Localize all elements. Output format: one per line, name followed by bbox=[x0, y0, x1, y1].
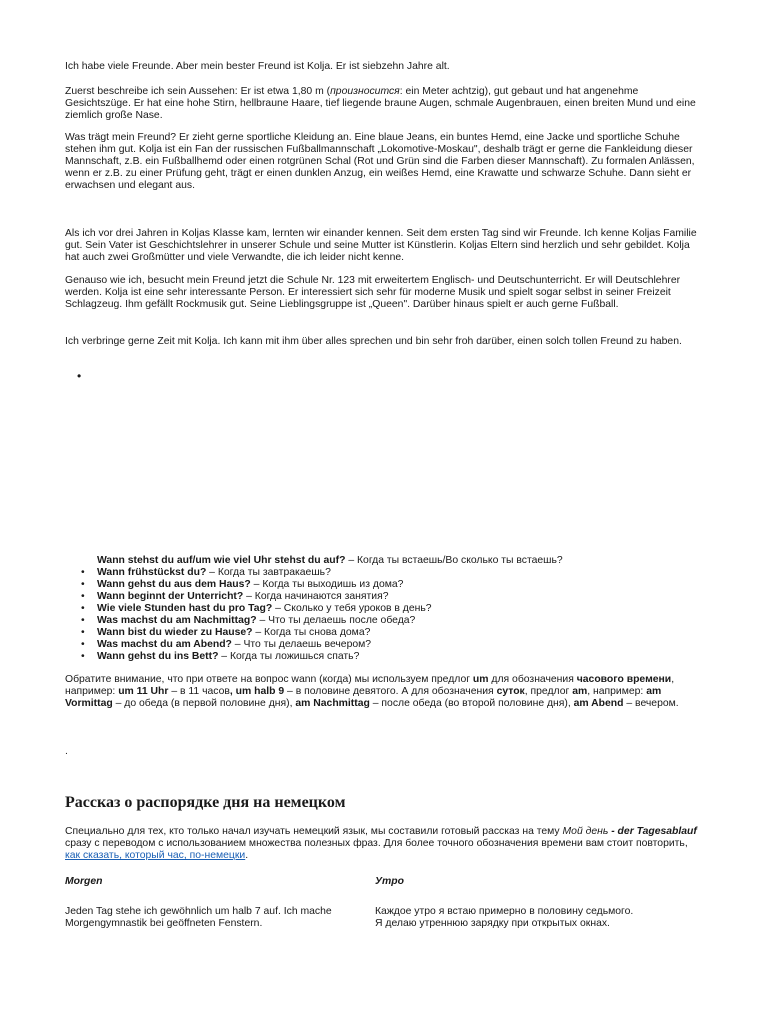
question-item bbox=[81, 591, 741, 603]
paragraph-appearance bbox=[65, 86, 705, 122]
bold-term: am Vormittag bbox=[65, 686, 662, 709]
bold-term: am Abend bbox=[573, 698, 624, 709]
answer-ru: – Когда ты завтракаешь? bbox=[206, 567, 331, 578]
bold-term: am Nachmittag bbox=[295, 698, 370, 709]
question-item bbox=[81, 567, 741, 579]
column-heading-ru: Утро bbox=[375, 876, 404, 887]
text-run: , например: bbox=[65, 674, 675, 697]
question-item bbox=[81, 603, 741, 615]
answer-ru: – Когда ты снова дома? bbox=[252, 627, 371, 638]
translation-line: Каждое утро я встаю примерно в половину седьмого. bbox=[375, 906, 634, 917]
time-link[interactable]: как сказать, который час, по-немецки bbox=[65, 850, 246, 861]
text-run: Zuerst beschreibe ich sein Aussehen: Er ist etwa 1,80 m ( bbox=[65, 86, 331, 97]
grammar-note bbox=[65, 674, 705, 710]
question-item bbox=[81, 555, 741, 567]
question-de: Was machst du am Abend? bbox=[97, 639, 232, 650]
text-run: – до обеда (в первой половине дня), bbox=[112, 698, 296, 709]
question-de: Wann stehst du auf/um wie viel Uhr stehst du auf? bbox=[97, 555, 346, 566]
text-run: – в половине девятого. А для обозначения bbox=[284, 686, 497, 697]
paragraph-family: Als ich vor drei Jahren in Koljas Klasse kam, lernten wir einander kennen. Seit dem ersten Tag sind wir Freunde. Ich kenne Koljas Familie gut. Sein Vater ist Geschichtslehrer in unserer Schule und seine Mutter ist Künstlerin. Koljas Eltern sind herzlich und sehr gebildet. Kolja hat auch zwei Großmütter und viele Verwandte, die ich leider nicht kenne. bbox=[65, 228, 697, 263]
text-run: Обратите внимание, что при ответе на вопрос wann (когда) мы используем предлог bbox=[65, 674, 473, 685]
text-run: , например: bbox=[587, 686, 647, 697]
paragraph-clothing: Was trägt mein Freund? Er zieht gerne sportliche Kleidung an. Eine blaue Jeans, ein buntes Hemd, eine Jacke und sportliche Schuhe stehen ihm gut. Kolja ist ein Fan der russischen Fußballmannschaft „Lokomotive-Moskau", deshalb trägt er gerne die Fankleidung dieser Mannschaft, z.B. ein Fußballhemd oder einen rotgrünen Schal (Rot und Grün sind die Farben dieser Mannschaft). Zu formalen Anlässen, wenn er z.B. zu einer Prüfung geht, trägt er einen dunklen Anzug, ein weißes Hemd, eine Krawatte und schwarze Schuhe. Dann sieht er erwachsen und elegant aus. bbox=[65, 132, 695, 191]
section-title: Рассказ о распорядке дня на немецком bbox=[65, 794, 346, 811]
question-item bbox=[81, 579, 741, 591]
empty-bullet: • bbox=[77, 369, 82, 383]
bold-term: am bbox=[572, 686, 588, 697]
answer-ru: – Когда ты встаешь/Во сколько ты встаешь? bbox=[345, 555, 563, 566]
answer-ru: – Что ты делаешь после обеда? bbox=[256, 615, 416, 626]
question-de: Wann bist du wieder zu Hause? bbox=[97, 627, 253, 638]
text-run: – после обеда (во второй половине дня), bbox=[369, 698, 574, 709]
bold-term: um 11 Uhr bbox=[118, 686, 169, 697]
italic-note: произносится bbox=[330, 86, 400, 97]
answer-ru: – Сколько у тебя уроков в день? bbox=[272, 603, 432, 614]
text-run: – вечером. bbox=[623, 698, 679, 709]
bold-term: часового времени bbox=[576, 674, 672, 685]
answer-ru: – Что ты делаешь вечером? bbox=[231, 639, 372, 650]
text-run: : ein Meter achtzig), gut gebaut und hat angenehme Gesichtszüge. Er hat eine hohe Stirn, hellbraune Haare, tief liegende braune Augen, schmale Augenbrauen, einen breiten Mund und eine ziemlich große Nase. bbox=[65, 86, 696, 121]
question-de: Wann gehst du aus dem Haus? bbox=[97, 579, 251, 590]
question-item bbox=[81, 639, 741, 651]
question-de: Wann frühstückst du? bbox=[97, 567, 207, 578]
column-heading-de: Morgen bbox=[65, 876, 103, 887]
text-run: сразу с переводом с использованием множества полезных фраз. Для более точного обозначения времени вам стоит повторить, bbox=[65, 838, 688, 849]
answer-ru: – Когда ты выходишь из дома? bbox=[250, 579, 404, 590]
translation-line: Я делаю утреннюю зарядку при открытых окнах. bbox=[375, 918, 610, 929]
answer-ru: – Когда начинаются занятия? bbox=[243, 591, 389, 602]
text-run: . bbox=[245, 850, 249, 861]
paragraph-intro: Ich habe viele Freunde. Aber mein bester Freund ist Kolja. Er ist siebzehn Jahre alt. bbox=[65, 61, 450, 72]
question-item bbox=[81, 627, 741, 639]
question-item bbox=[81, 651, 741, 663]
paragraph-school: Genauso wie ich, besucht mein Freund jetzt die Schule Nr. 123 mit erweitertem Englisch- und Deutschunterricht. Er will Deutschlehrer werden. Kolja ist eine sehr interessante Person. Er interessiert sich sehr für moderne Musik und spielt sogar selbst in seiner Freizeit Schlagzeug. Ihm gefällt Rockmusik gut. Seine Lieblingsgruppe ist „Queen". Darüber hinaus spielt er auch gerne Fußball. bbox=[65, 275, 681, 310]
text-run: , предлог bbox=[524, 686, 573, 697]
column-text-de: Jeden Tag stehe ich gewöhnlich um halb 7 auf. Ich mache Morgengymnastik bei geöffneten Fenstern. bbox=[65, 906, 332, 929]
lone-dot: . bbox=[65, 746, 68, 757]
text-run: для обозначения bbox=[488, 674, 577, 685]
question-de: Wann beginnt der Unterricht? bbox=[97, 591, 244, 602]
question-de: Wie viele Stunden hast du pro Tag? bbox=[97, 603, 273, 614]
question-de: Wann gehst du ins Bett? bbox=[97, 651, 219, 662]
question-de: Was machst du am Nachmittag? bbox=[97, 615, 257, 626]
bold-term: суток bbox=[496, 686, 525, 697]
text-run: Специально для тех, кто только начал изучать немецкий язык, мы составили готовый рассказ на тему bbox=[65, 826, 563, 837]
text-run: – в 11 часов bbox=[168, 686, 230, 697]
topic-de: - der Tagesablauf bbox=[608, 826, 697, 837]
bold-term: , um halb 9 bbox=[229, 686, 285, 697]
section-intro bbox=[65, 826, 705, 862]
answer-ru: – Когда ты ложишься спать? bbox=[218, 651, 360, 662]
question-item bbox=[81, 615, 741, 627]
question-list bbox=[81, 555, 741, 663]
column-text-ru bbox=[375, 906, 675, 930]
bold-term: um bbox=[472, 674, 489, 685]
paragraph-conclusion: Ich verbringe gerne Zeit mit Kolja. Ich kann mit ihm über alles sprechen und bin sehr froh darüber, einen solch tollen Freund zu haben. bbox=[65, 336, 682, 347]
topic-ru: Мой день bbox=[562, 826, 609, 837]
